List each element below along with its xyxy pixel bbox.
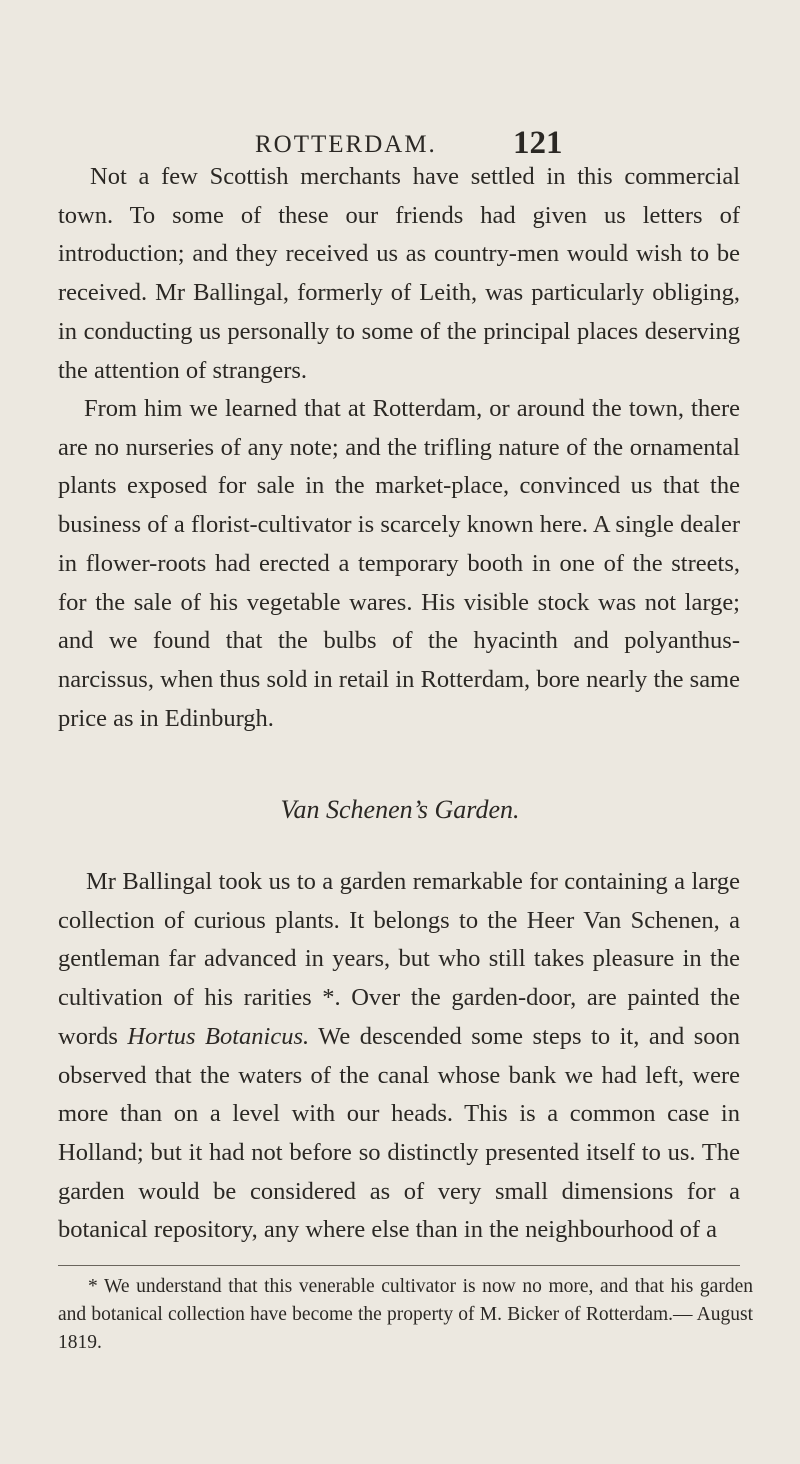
- paragraph-1: Not a few Scottish merchants have settled in this commercial town. To some of these our friends had given us letters of introduction; and they received us as country-men would wish to be received. Mr Ballingal, formerly of Leith, was particularly obliging, in conducting us personally to some of the principal places deserving the attention of strangers.: [58, 163, 740, 384]
- running-title: ROTTERDAM.: [255, 131, 437, 158]
- footnote-rule: [58, 1265, 740, 1266]
- paragraph-2: From him we learned that at Rotterdam, or around the town, there are no nurseries of any note; and the trifling nature of the ornamental plants exposed for sale in the market-place, convinced us that the business of a florist-cultivator is scarcely known here. A single dealer in flower-roots had erected a temporary booth in one of the streets, for the sale of his vegetable wares. His visible stock was not large; and we found that the bulbs of the hyacinth and polyanthus-narcissus, when thus sold in retail in Rotterdam, bore nearly the same price as in Edinburgh.: [58, 395, 740, 732]
- hortus-botanicus-italic: Hortus Botanicus.: [127, 1022, 310, 1050]
- paragraph-3-text-b: Over the garden-door, are painted the words: [58, 984, 740, 1050]
- section-heading: Van Schenen’s Garden.: [280, 795, 520, 824]
- paragraph-3-text-c: We descended some steps to it, and soon observed that the waters of the canal whose bank we had left, were more than on a level with our heads. This is a common case in Holland; but it had not before so distinctly presented itself to us. The garden would be considered as of very small dimensions for a botanical repository, any where else than in the neighbourhood of a: [58, 1022, 741, 1244]
- footnote-mark: *.: [311, 984, 341, 1012]
- page-number: 121: [513, 125, 563, 161]
- paragraph-3-text-a: Mr Ballingal took us to a garden remarkable for containing a large collection of curious plants. It belongs to the Heer Van Schenen, a gentleman far advanced in years, but who still takes pleasure in the cultivation of his rarities: [58, 868, 740, 1012]
- footnote: * We understand that this venerable cultivator is now no more, and that his garden and botanical collection have become the property of M. Bicker of Rotterdam.— August 1819.: [58, 1276, 753, 1353]
- paragraph-3: [58, 863, 740, 1250]
